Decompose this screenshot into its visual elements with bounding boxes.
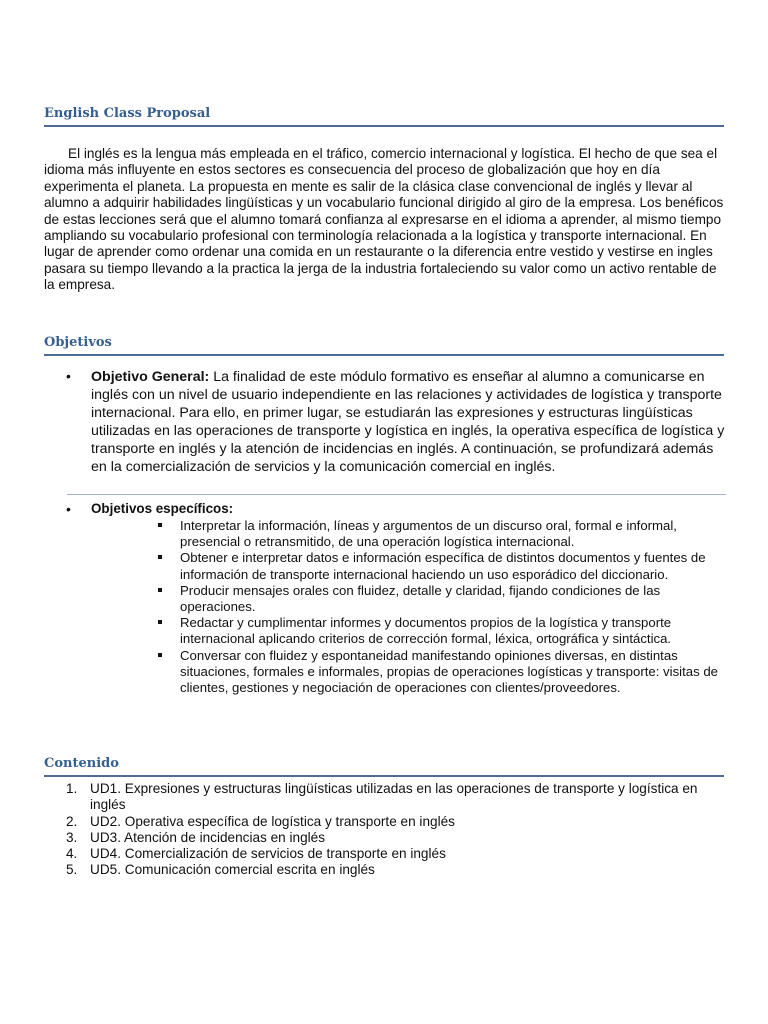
objectives-specific-list — [44, 501, 726, 517]
list-item: 2. UD2. Operativa específica de logística y transporte en inglés — [66, 813, 455, 829]
square-bullet-icon — [158, 620, 162, 624]
list-item: Interpretar la información, líneas y argumentos de un discurso oral, formal e informal, presencial o retransmitido, de una operación logística internacional. — [180, 518, 730, 550]
square-bullet-icon — [158, 653, 162, 657]
section-heading-objectives — [44, 333, 724, 356]
list-item: Conversar con fluidez y espontaneidad manifestando opiniones diversas, en distintas situaciones, formales e informales, propias de operaciones logísticas y transporte: visitas de clientes, gestiones y negociación de operaciones con clientes/proveedores. — [180, 648, 730, 697]
list-item: Redactar y cumplimentar informes y documentos propios de la logística y transporte internacional aplicando criterios de corrección formal, léxica, ortográfica y sintáctica. — [180, 615, 730, 647]
objective-specific — [44, 501, 726, 517]
proposal-title: English Class Proposal — [44, 106, 211, 121]
list-item: 1. UD1. Expresiones y estructuras lingüísticas utilizadas en las operaciones de transporte y logística en inglés — [66, 781, 698, 813]
list-item: Obtener e interpretar datos e información específica de distintos documentos y fuentes de información de transporte internacional haciendo un uso esporádico del diccionario. — [180, 550, 730, 582]
objectives-divider — [67, 494, 726, 495]
list-item: 5. UD5. Comunicación comercial escrita en inglés — [66, 862, 375, 878]
square-bullet-icon — [158, 555, 162, 559]
list-item: 4. UD4. Comercialización de servicios de transporte en inglés — [66, 846, 446, 862]
objectives-list — [44, 368, 726, 477]
objective-general-label: Objetivo General: — [91, 369, 210, 385]
bullet-icon: • — [66, 501, 71, 517]
section-heading-content — [44, 754, 724, 777]
bullet-icon: • — [66, 368, 71, 384]
content-title: Contenido — [44, 756, 119, 771]
list-item: 3. UD3. Atención de incidencias en inglés — [66, 829, 326, 845]
content-list — [66, 781, 726, 879]
objectives-title: Objetivos — [44, 335, 112, 350]
list-item: Producir mensajes orales con fluidez, detalle y claridad, fijando condiciones de las operaciones. — [180, 583, 730, 615]
specific-objectives-sublist — [180, 518, 730, 696]
square-bullet-icon — [158, 588, 162, 592]
section-heading-proposal — [44, 104, 724, 127]
objective-general — [44, 368, 726, 477]
intro-paragraph: El inglés es la lengua más empleada en el tráfico, comercio internacional y logística. El hecho de que sea el idioma más influyente en estos sectores es consecuencia del proceso de globalización que hoy en día experimenta el planeta. La propuesta en mente es salir de la clásica clase convencional de inglés y llevar al alumno a adquirir habilidades lingüísticas y un vocabulario funcional dirigido al giro de la empresa. Los benéficos de estas lecciones será que el alumno tomará confianza al expresarse en el idioma a aprender, al mismo tiempo ampliando su vocabulario profesional con terminología relacionada a la logística y transporte internacional. En lugar de aprender como ordenar una comida en un restaurante o la diferencia entre vestido y vestirse en ingles pasara su tiempo llevando a la practica la jerga de la industria fortaleciendo su valor como un activo rentable de la empresa. — [44, 146, 724, 293]
objective-general-text: La finalidad de este módulo formativo es enseñar al alumno a comunicarse en inglés con un nivel de usuario independiente en las relaciones y actividades de logística y transporte internacional. Para ello, en primer lugar, se estudiarán las expresiones y estructuras lingüísticas utilizadas en las operaciones de transporte y logística en inglés, la operativa específica de logística y transporte en inglés y la atención de incidencias en inglés. A continuación, se profundizará además en la comercialización de servicios y la comunicación comercial en inglés. — [91, 369, 725, 476]
objective-specific-label: Objetivos específicos: — [91, 501, 234, 516]
square-bullet-icon — [158, 523, 162, 527]
